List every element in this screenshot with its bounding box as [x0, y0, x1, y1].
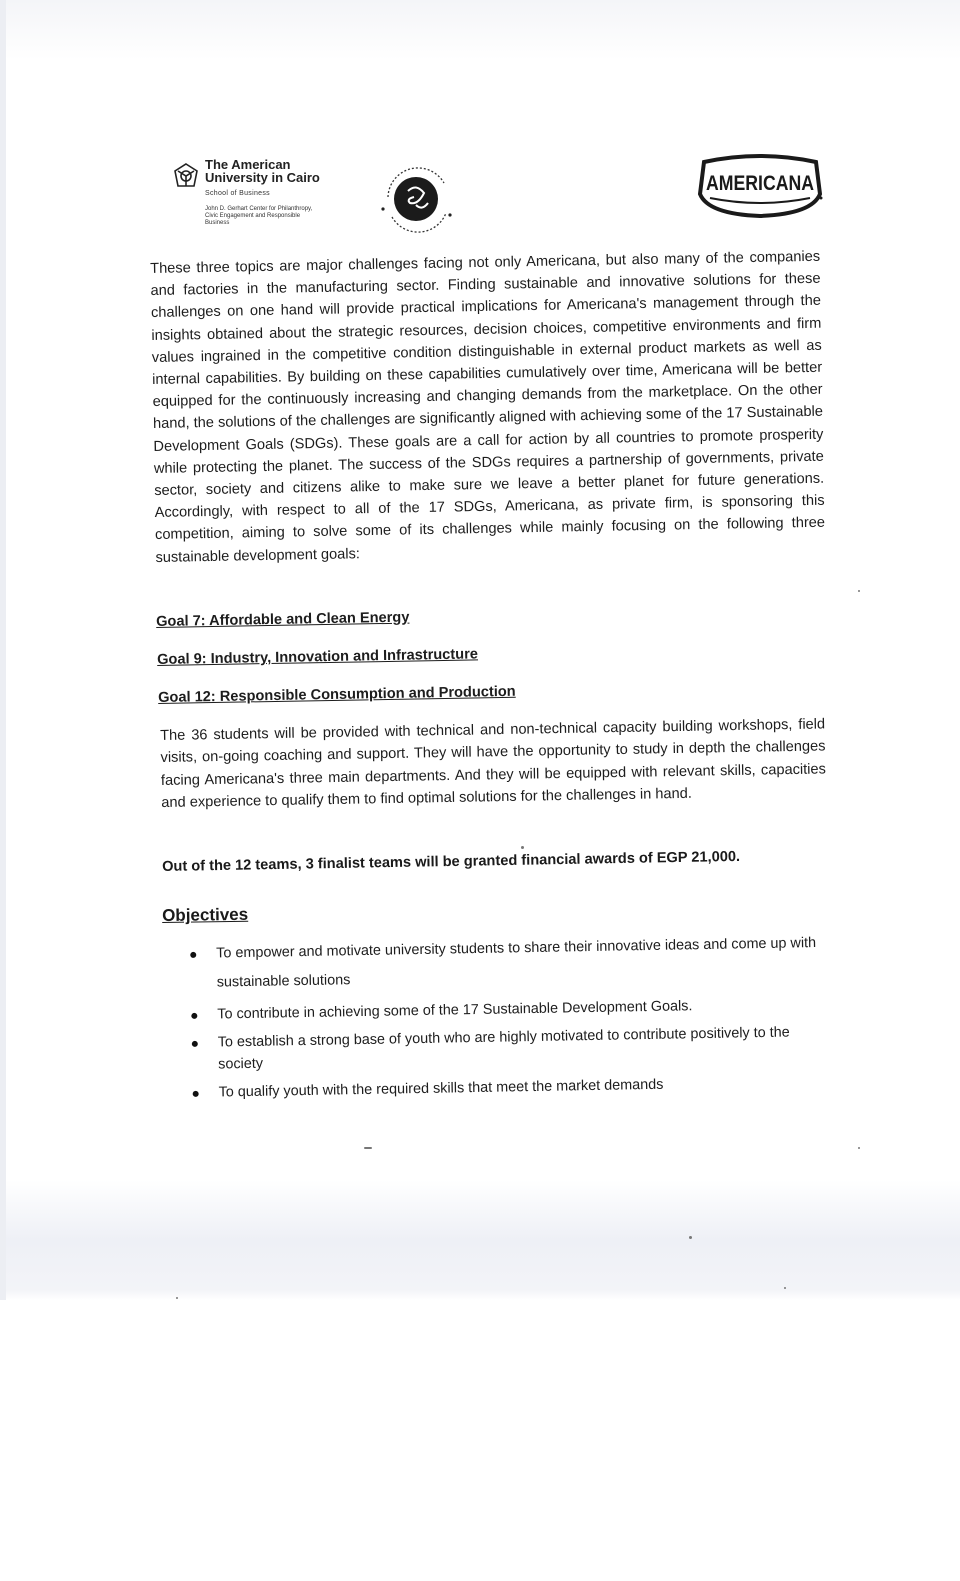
- objective-item: To contribute in achieving some of the 17 Sustainable Development Goals.: [189, 993, 829, 1026]
- americana-logo: [696, 152, 824, 222]
- objective-item: To establish a strong base of youth who are highly motivated to contribute positively to the society: [190, 1021, 831, 1076]
- scan-speck: [364, 1147, 372, 1149]
- students-paragraph: The 36 students will be provided with technical and non-technical capacity building workshops, field visits, on-going coaching and support. They will have the opportunity to study in depth the challenges facing Americana's three main departments. And they will be equipped with relevant skills, capacities and experience to qualify them to find optimal solutions for the challenges in hand.: [160, 716, 827, 812]
- auc-name-line1: The American: [205, 157, 291, 172]
- objective-item: To qualify youth with the required skills that meet the market demands: [190, 1071, 830, 1104]
- page-edge: [0, 0, 6, 1300]
- awards-statement: Out of the 12 teams, 3 finalist teams will be granted financial awards of EGP 21,000.: [162, 848, 741, 875]
- auc-school: School of Business: [205, 190, 270, 197]
- objectives-list: [188, 929, 831, 1104]
- intro-paragraph: These three topics are major challenges facing not only Americana, but also many of the companies and factories in the manufacturing sector. Finding sustainable and innovative solutions for these challenges on one hand will provide practical implications for Americana's management through the insights obtained about the strategic resources, decision choices, competitive environments and firm values ingrained in the competitive condition distinguishable in external product markets as well as internal capabilities. By building on these capabilities cumulatively over time, Americana will be better equipped for the continuously increasing and changing demands from the marketplace. On the other hand, the solutions of the challenges are significantly aligned with achieving some of the 17 Sustainable Development Goals (SDGs). These goals are a call for action by all countries to promote prosperity while protecting the planet. The success of the SDGs requires a partnership of governments, private sector, society and citizens alike to make sure we leave a better planet for future generations. Accordingly, with respect to all of the 17 SDGs, Americana, as private firm, is sponsoring this competition, aiming to solve some of its challenges while mainly focusing on the following three sustainable development goals:: [150, 248, 826, 566]
- objective-item: To empower and motivate university students to share their innovative ideas and come up with sustainable solutions: [188, 929, 829, 998]
- scan-speck: [689, 1236, 692, 1239]
- auc-emblem-icon: [172, 162, 200, 190]
- scan-speck: [176, 1297, 178, 1299]
- goal-12-heading: Goal 12: Responsible Consumption and Production: [158, 683, 516, 706]
- seal-logo: [376, 153, 458, 243]
- scan-speck: [858, 1147, 860, 1149]
- auc-name: [205, 158, 320, 184]
- goal-7-heading: Goal 7: Affordable and Clean Energy: [156, 609, 410, 630]
- auc-name-line2: University in Cairo: [205, 170, 320, 185]
- scan-speck: [784, 1287, 786, 1289]
- scan-speck: [858, 590, 860, 592]
- auc-logo: [172, 158, 347, 242]
- americana-logo-text: AMERICANA: [706, 172, 814, 195]
- goal-9-heading: Goal 9: Industry, Innovation and Infrastructure: [157, 646, 479, 668]
- auc-center: John D. Gerhart Center for Philanthropy, Civic Engagement and Responsible Business: [205, 206, 313, 226]
- objectives-heading: Objectives: [162, 904, 249, 925]
- scan-speck: [521, 846, 524, 849]
